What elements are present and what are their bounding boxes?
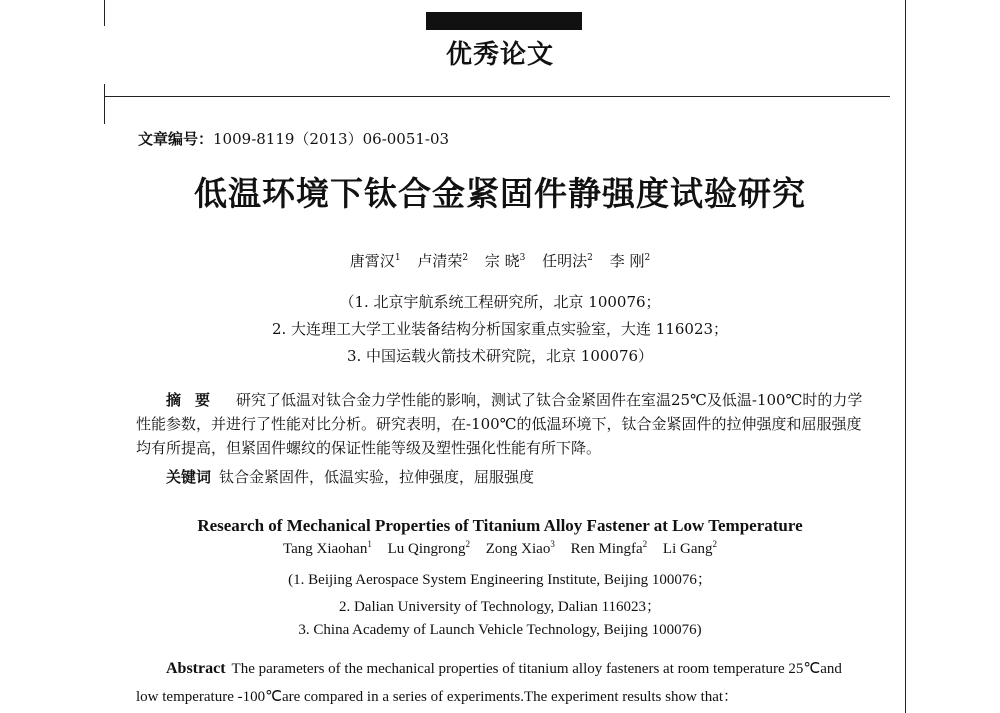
author-en-sup: 3 [550,539,555,549]
article-number [138,128,449,149]
affiliation-cn-1: （1. 北京宇航系统工程研究所，北京 100076； [339,293,661,311]
author-en: Lu Qingrong [387,541,466,557]
author-en-sup: 2 [465,539,471,549]
article-number-label: 文章编号： [138,130,214,148]
author-cn: 任明法 [542,252,588,270]
author-cn-sup: 1 [394,253,401,263]
abstract-en-text: The parameters of the mechanical properties of titanium alloy fasteners at room temperature 25℃and low temperature -100℃are compared in a series of experiments.The experiment results show that： [136,661,842,705]
author-cn: 李 刚 [609,252,645,270]
author-en: Tang Xiaohan [283,541,368,557]
authors-cn [0,250,1000,271]
author-en-sup: 1 [367,539,372,549]
abstract-en-label: Abstract [166,660,226,677]
affiliation-en-1: (1. Beijing Aerospace System Engineering Institute, Beijing 100076； [288,572,712,588]
affiliation-cn-2: 2. 大连理工大学工业装备结构分析国家重点实验室，大连 116023； [271,320,729,338]
title-en: Research of Mechanical Properties of Titanium Alloy Fastener at Low Temperature [197,516,803,535]
author-en-sup: 2 [642,539,648,549]
section-label: 优秀论文 [445,40,554,70]
keywords-cn [166,466,534,487]
left-page-border [104,0,105,26]
author-cn-sup: 3 [519,253,526,263]
affiliation-en-3: 3. China Academy of Launch Vehicle Technology, Beijing 100076) [298,622,702,638]
author-en: Zong Xiao [485,541,551,557]
author-cn: 唐霄汉 [349,252,395,270]
affiliation-cn-3: 3. 中国运载火箭技术研究院，北京 100076） [346,347,654,365]
keywords-cn-text: 钛合金紧固件，低温实验，拉伸强度，屈服强度 [219,468,535,486]
abstract-cn-label: 摘要 [166,391,225,409]
author-en-sup: 2 [712,539,717,549]
author-cn: 卢清荣 [417,252,463,270]
author-cn-sup: 2 [462,253,469,263]
header-black-bar [426,12,582,30]
author-cn: 宗 晓 [484,252,520,270]
author-en: Ren Mingfa [570,541,643,557]
author-en: Li Gang [662,541,713,557]
article-number-value: 1009-8119（2013）06-0051-03 [213,130,450,148]
header-rule [104,96,890,97]
abstract-cn [136,388,866,460]
affiliation-en-2: 2. Dalian University of Technology, Dalian 116023； [338,599,662,615]
left-page-border-lower [104,84,105,124]
title-cn: 低温环境下钛合金紧固件静强度试验研究 [194,174,806,213]
authors-en [0,541,1000,558]
abstract-en [136,655,866,711]
author-cn-sup: 2 [644,253,651,263]
author-cn-sup: 2 [587,253,593,263]
keywords-cn-label: 关键词 [166,468,212,486]
abstract-cn-text: 研究了低温对钛合金力学性能的影响，测试了钛合金紧固件在室温25℃及低温-100℃时的力学性能参数，并进行了性能对比分析。研究表明，在-100℃的低温环境下，钛合金紧固件的拉伸强度和屈服强度均有所提高，但紧固件螺纹的保证性能等级及塑性强化性能有所下降。 [136,391,863,457]
